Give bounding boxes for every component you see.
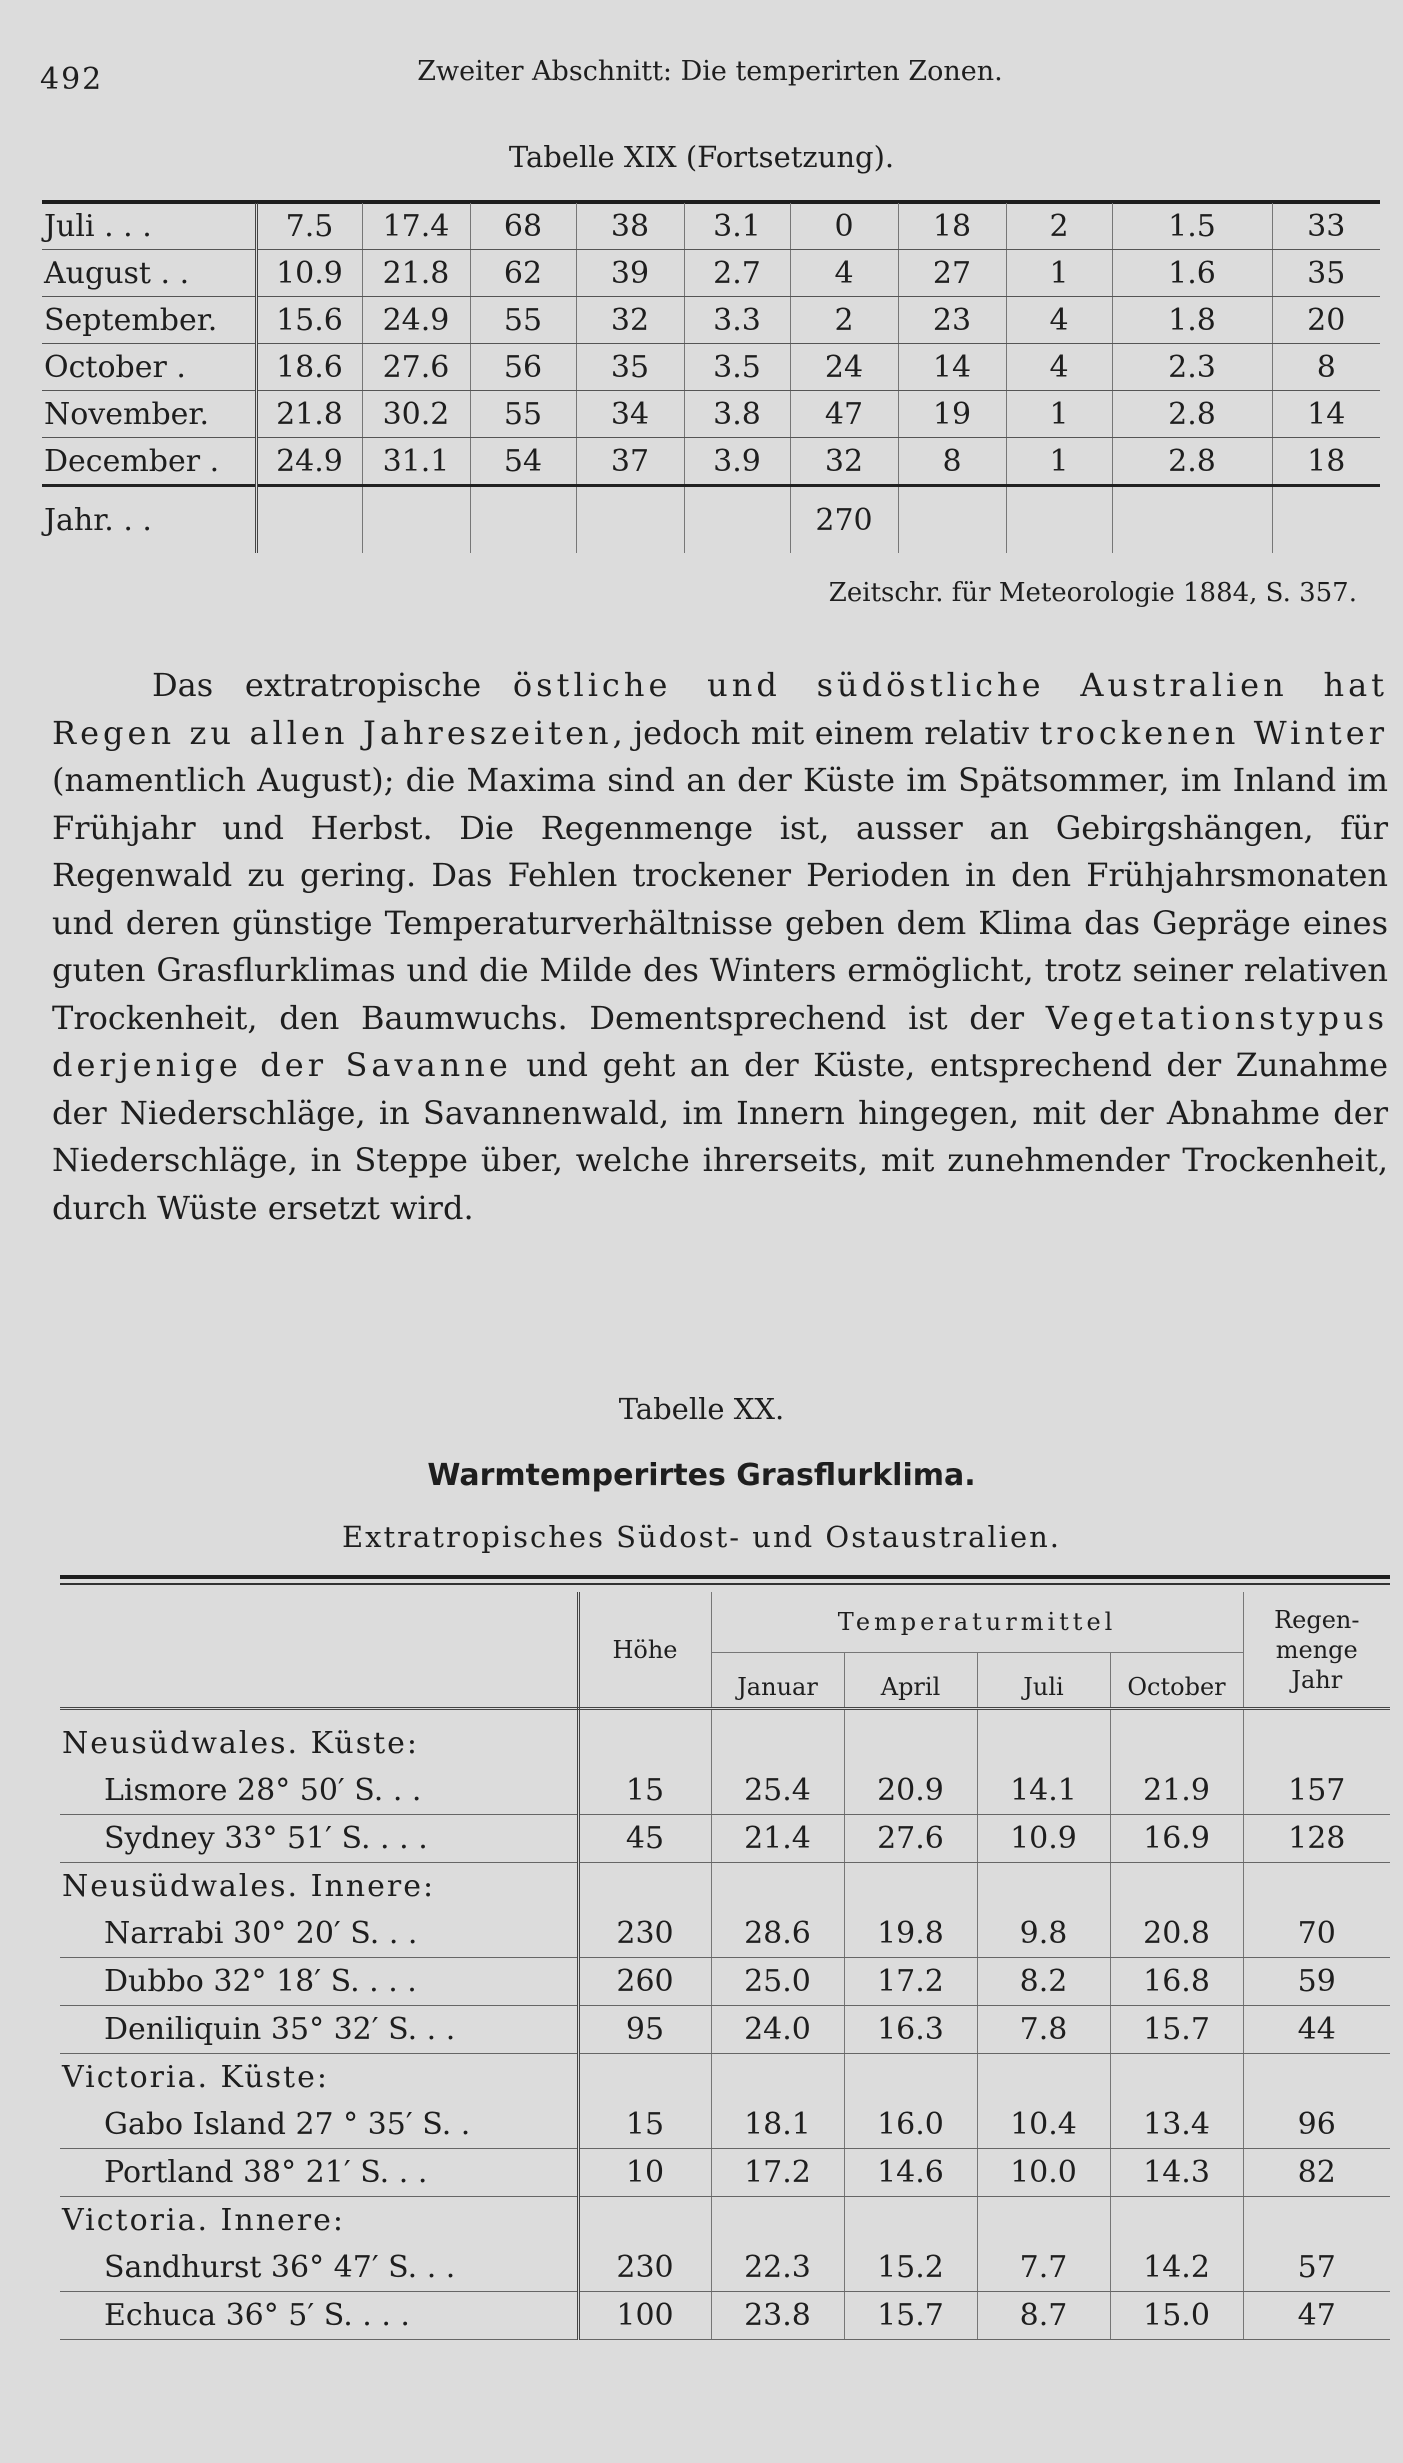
cell: 44: [1243, 2006, 1390, 2054]
header-juli: Juli: [977, 1653, 1110, 1709]
cell: 19: [898, 391, 1006, 438]
cell: 32: [790, 438, 898, 486]
cell: 55: [470, 391, 576, 438]
cell: 68: [470, 203, 576, 250]
cell: 10: [578, 2149, 711, 2197]
cell: 54: [470, 438, 576, 486]
cell: 128: [1243, 1815, 1390, 1863]
cell: 15.7: [844, 2292, 977, 2340]
cell: 32: [576, 297, 684, 344]
text-run: Das extratropische: [152, 666, 513, 704]
cell: [1272, 486, 1380, 554]
cell: 260: [578, 1958, 711, 2006]
cell: 8.7: [977, 2292, 1110, 2340]
text-run: (namentlich August); die Maxima sind an der Küste im Spätsommer, im Inland im Frühjahr und Herbst. Die Regenmenge ist, ausser an Gebirgshängen, für Regenwald zu gering. Das Fehlen trockener Perioden in den Frühjahrsmonaten und deren günstige Temperaturverhältnisse geben dem Klima das Gepräge eines guten Grasflurklimas und die Milde des Winters ermöglicht, trotz seiner relativen Trockenheit, den Baumwuchs. Dementsprechend ist der: [52, 761, 1388, 1037]
cell: 25.4: [711, 1767, 844, 1815]
text-run-spaced: östliche und südöstliche Australien hat Regen zu allen Jahreszeiten: [52, 666, 1389, 752]
station-name: Echuca 36° 5′ S. . . .: [60, 2292, 578, 2340]
table19-row: [42, 391, 1380, 438]
cell: 270: [790, 486, 898, 554]
cell: 16.3: [844, 2006, 977, 2054]
row-label: November.: [42, 391, 256, 438]
cell: 2: [790, 297, 898, 344]
cell: 9.8: [977, 1910, 1110, 1958]
cell: 35: [1272, 250, 1380, 297]
cell: 27.6: [362, 344, 470, 391]
cell: 28.6: [711, 1910, 844, 1958]
table19-row: [42, 486, 1380, 554]
table-row: [60, 2149, 1390, 2197]
cell: 23: [898, 297, 1006, 344]
cell: [1112, 486, 1272, 554]
table19-caption: Tabelle XIX (Fortsetzung).: [508, 140, 895, 174]
cell: 14.3: [1110, 2149, 1243, 2197]
table19: [42, 203, 1380, 553]
cell: 30.2: [362, 391, 470, 438]
cell: 21.8: [256, 391, 362, 438]
table19-row: [42, 203, 1380, 250]
cell: 47: [1243, 2292, 1390, 2340]
cell: 2.8: [1112, 391, 1272, 438]
cell: 14: [898, 344, 1006, 391]
cell: 1.5: [1112, 203, 1272, 250]
table-row: [60, 1958, 1390, 2006]
cell: 20: [1272, 297, 1380, 344]
station-name: Sydney 33° 51′ S. . . .: [60, 1815, 578, 1863]
cell: 21.9: [1110, 1767, 1243, 1815]
cell: 3.9: [684, 438, 790, 486]
cell: 39: [576, 250, 684, 297]
cell: 157: [1243, 1767, 1390, 1815]
cell: 70: [1243, 1910, 1390, 1958]
row-label: August . .: [42, 250, 256, 297]
cell: 18: [1272, 438, 1380, 486]
cell: [362, 486, 470, 554]
table19-source: Zeitschr. für Meteorologie 1884, S. 357.: [828, 578, 1357, 608]
cell: 95: [578, 2006, 711, 2054]
table-row: [60, 2006, 1390, 2054]
page-number: 492: [40, 62, 104, 97]
header-regenmenge: Regen- menge Jahr: [1243, 1592, 1390, 1709]
table20-top-rule: [60, 1575, 1390, 1579]
cell: 2.8: [1112, 438, 1272, 486]
cell: 7.8: [977, 2006, 1110, 2054]
cell: 14: [1272, 391, 1380, 438]
cell: 10.4: [977, 2101, 1110, 2149]
station-name: Gabo Island 27 ° 35′ S. .: [60, 2101, 578, 2149]
cell: 57: [1243, 2244, 1390, 2292]
cell: 8: [1272, 344, 1380, 391]
cell: 24: [790, 344, 898, 391]
running-head: Zweiter Abschnitt: Die temperirten Zonen.: [417, 56, 1003, 87]
cell: 21.8: [362, 250, 470, 297]
header-hoehe: Höhe: [578, 1592, 711, 1709]
cell: 47: [790, 391, 898, 438]
cell: 18.1: [711, 2101, 844, 2149]
group-label: Victoria. Innere:: [60, 2197, 578, 2245]
text-run: , jedoch mit einem relativ: [612, 713, 1040, 752]
cell: 4: [790, 250, 898, 297]
station-name: Dubbo 32° 18′ S. . . .: [60, 1958, 578, 2006]
cell: 8: [898, 438, 1006, 486]
table19-row: [42, 297, 1380, 344]
cell: 10.9: [977, 1815, 1110, 1863]
cell: 15.0: [1110, 2292, 1243, 2340]
cell: 37: [576, 438, 684, 486]
cell: 15: [578, 2101, 711, 2149]
cell: 96: [1243, 2101, 1390, 2149]
cell: 18: [898, 203, 1006, 250]
cell: 45: [578, 1815, 711, 1863]
cell: 33: [1272, 203, 1380, 250]
cell: 17.4: [362, 203, 470, 250]
cell: 24.0: [711, 2006, 844, 2054]
table-row: [60, 1910, 1390, 1958]
station-name: Sandhurst 36° 47′ S. . .: [60, 2244, 578, 2292]
cell: 3.8: [684, 391, 790, 438]
cell: 2.3: [1112, 344, 1272, 391]
cell: [684, 486, 790, 554]
table20: [60, 1592, 1390, 2340]
cell: 1.8: [1112, 297, 1272, 344]
cell: 4: [1006, 297, 1112, 344]
header-januar: Januar: [711, 1653, 844, 1709]
cell: 38: [576, 203, 684, 250]
table19-row: [42, 344, 1380, 391]
cell: 62: [470, 250, 576, 297]
cell: 15: [578, 1767, 711, 1815]
table19-row: [42, 438, 1380, 486]
cell: [898, 486, 1006, 554]
page-header: [40, 52, 1380, 97]
station-name: Deniliquin 35° 32′ S. . .: [60, 2006, 578, 2054]
cell: 1: [1006, 250, 1112, 297]
station-name: Portland 38° 21′ S. . .: [60, 2149, 578, 2197]
cell: 1: [1006, 438, 1112, 486]
cell: 16.0: [844, 2101, 977, 2149]
cell: 3.5: [684, 344, 790, 391]
cell: 34: [576, 391, 684, 438]
header-stub: [60, 1592, 578, 1709]
cell: 0: [790, 203, 898, 250]
header-april: April: [844, 1653, 977, 1709]
row-label: Juli . . .: [42, 203, 256, 250]
text-run: und geht an der Küste, entsprechend der Zunahme der Niederschläge, in Savannenwald, im Innern hingegen, mit der Abnahme der Niederschläge, in Steppe über, welche ihrerseits, mit zunehmender Trockenheit, durch Wüste ersetzt wird.: [52, 1046, 1389, 1227]
cell: 56: [470, 344, 576, 391]
station-name: Lismore 28° 50′ S. . .: [60, 1767, 578, 1815]
cell: 31.1: [362, 438, 470, 486]
cell: 19.8: [844, 1910, 977, 1958]
cell: 17.2: [844, 1958, 977, 2006]
row-label: September.: [42, 297, 256, 344]
cell: 15.6: [256, 297, 362, 344]
row-label: October .: [42, 344, 256, 391]
cell: [1006, 486, 1112, 554]
cell: [256, 486, 362, 554]
text-run-spaced: Vegetationstypus derjenige der Savanne: [52, 998, 1388, 1084]
row-label: Jahr. . .: [42, 486, 256, 554]
cell: 2: [1006, 203, 1112, 250]
table20-caption: Tabelle XX.: [618, 1392, 785, 1426]
cell: 1.6: [1112, 250, 1272, 297]
cell: 20.9: [844, 1767, 977, 1815]
cell: 14.1: [977, 1767, 1110, 1815]
cell: 21.4: [711, 1815, 844, 1863]
cell: 15.7: [1110, 2006, 1243, 2054]
cell: 3.3: [684, 297, 790, 344]
cell: 23.8: [711, 2292, 844, 2340]
cell: 59: [1243, 1958, 1390, 2006]
group-row: [60, 2197, 1390, 2245]
row-label: December .: [42, 438, 256, 486]
table-row: [60, 2244, 1390, 2292]
cell: 22.3: [711, 2244, 844, 2292]
group-label: Victoria. Küste:: [60, 2054, 578, 2102]
group-row: [60, 1709, 1390, 1768]
cell: 8.2: [977, 1958, 1110, 2006]
cell: 13.4: [1110, 2101, 1243, 2149]
table19-row: [42, 250, 1380, 297]
cell: 14.2: [1110, 2244, 1243, 2292]
cell: 27.6: [844, 1815, 977, 1863]
group-row: [60, 1863, 1390, 1911]
group-label: Neusüdwales. Innere:: [60, 1863, 578, 1911]
table20-title: Warmtemperirtes Grasflurklima.: [427, 1458, 976, 1493]
body-paragraph: [52, 662, 1388, 1232]
header-october: October: [1110, 1653, 1243, 1709]
header-temperaturmittel: Temperaturmittel: [711, 1592, 1243, 1653]
cell: [576, 486, 684, 554]
cell: 230: [578, 1910, 711, 1958]
cell: 24.9: [362, 297, 470, 344]
cell: 82: [1243, 2149, 1390, 2197]
cell: 18.6: [256, 344, 362, 391]
cell: 14.6: [844, 2149, 977, 2197]
cell: 10.9: [256, 250, 362, 297]
cell: 7.5: [256, 203, 362, 250]
cell: 1: [1006, 391, 1112, 438]
table20-top-rule-thin: [60, 1583, 1390, 1585]
cell: 10.0: [977, 2149, 1110, 2197]
cell: 55: [470, 297, 576, 344]
table20-subtitle: Extratropisches Südost- und Ostaustralien.: [341, 1520, 1062, 1554]
cell: 16.9: [1110, 1815, 1243, 1863]
table-row: [60, 1767, 1390, 1815]
cell: 230: [578, 2244, 711, 2292]
cell: 16.8: [1110, 1958, 1243, 2006]
cell: 100: [578, 2292, 711, 2340]
cell: 3.1: [684, 203, 790, 250]
table-row: [60, 2101, 1390, 2149]
cell: 25.0: [711, 1958, 844, 2006]
cell: 4: [1006, 344, 1112, 391]
cell: 17.2: [711, 2149, 844, 2197]
cell: 35: [576, 344, 684, 391]
cell: 15.2: [844, 2244, 977, 2292]
cell: [470, 486, 576, 554]
cell: 2.7: [684, 250, 790, 297]
cell: 7.7: [977, 2244, 1110, 2292]
text-run-spaced: trockenen Winter: [1039, 713, 1389, 752]
table-row: [60, 1815, 1390, 1863]
table-row: [60, 2292, 1390, 2340]
cell: 27: [898, 250, 1006, 297]
group-row: [60, 2054, 1390, 2102]
cell: 24.9: [256, 438, 362, 486]
group-label: Neusüdwales. Küste:: [60, 1709, 578, 1768]
station-name: Narrabi 30° 20′ S. . .: [60, 1910, 578, 1958]
cell: 20.8: [1110, 1910, 1243, 1958]
